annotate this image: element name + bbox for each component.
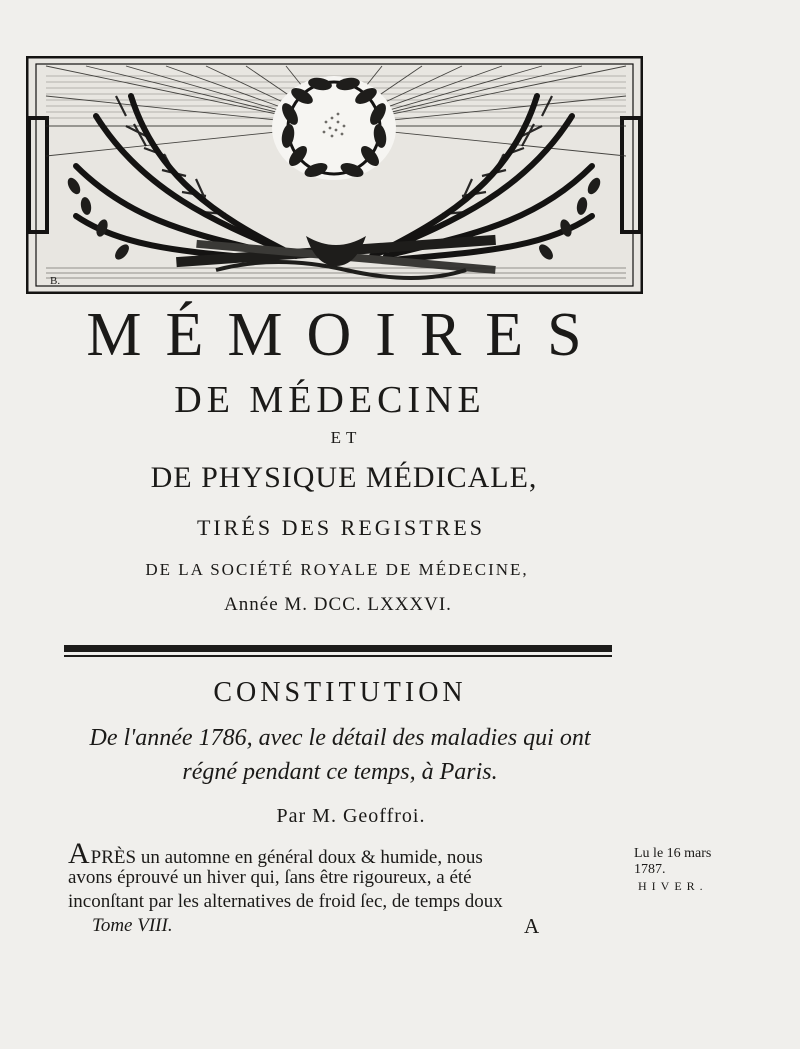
body-line-3: inconſtant par les alternatives de froid ſec, de temps doux [68, 891, 503, 912]
engraved-headpiece [26, 56, 643, 294]
signature-mark: A [524, 914, 540, 938]
body-line-1-text: PRÈS un automne en général doux & humide, nous [90, 847, 483, 868]
title-memoires: MÉMOIRES [86, 301, 606, 369]
body-line-2: avons éprouvé un hiver qui, ſans être rigoureux, a été [68, 867, 472, 888]
title-et: ET [330, 428, 362, 447]
section-subtitle-line-2: régné pendant ce temps, à Paris. [182, 759, 498, 785]
margin-note-season: HIVER. [638, 879, 708, 893]
headpiece-engraving [26, 56, 643, 294]
margin-note-date: Lu le 16 mars [634, 846, 712, 861]
margin-note-year: 1787. [634, 862, 666, 877]
title-societe-royale: DE LA SOCIÉTÉ ROYALE DE MÉDECINE, [145, 560, 529, 579]
title-physique-medicale: DE PHYSIQUE MÉDICALE, [150, 461, 538, 494]
section-author: Par M. Geoffroi. [276, 805, 426, 827]
section-heading: CONSTITUTION [213, 677, 467, 708]
body-line [68, 837, 616, 870]
divider-rule-thin [64, 655, 612, 657]
section-subtitle-line-1: De l'année 1786, avec le détail des maladies qui ont [89, 725, 591, 751]
drop-cap: A [68, 837, 91, 870]
title-de-medecine: DE MÉDECINE [174, 379, 486, 421]
margin-note [634, 846, 774, 894]
engraver-signature: B. [50, 275, 61, 287]
volume-label: Tome VIII. [92, 915, 173, 936]
body-paragraph [68, 837, 616, 914]
title-annee: Année M. DCC. LXXXVI. [224, 594, 452, 615]
title-tires-des-registres: TIRÉS DES REGISTRES [196, 515, 486, 540]
divider-rule-thick [64, 645, 612, 652]
